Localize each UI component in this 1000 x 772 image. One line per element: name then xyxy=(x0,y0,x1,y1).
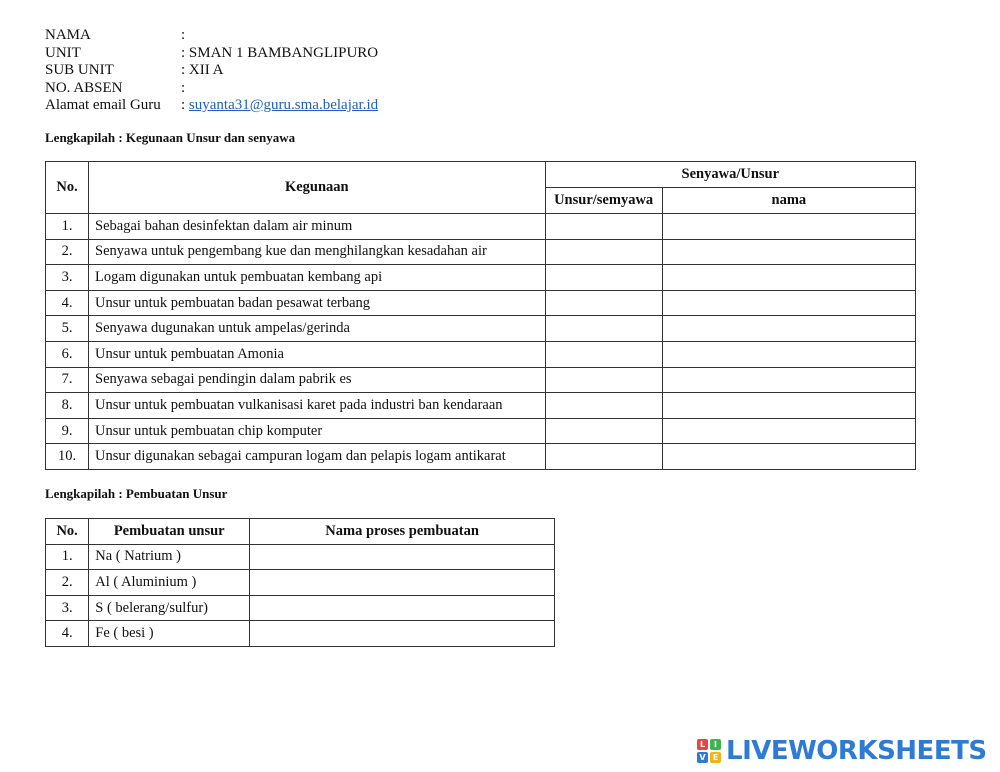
unsur-senyawa-answer-cell[interactable] xyxy=(545,444,662,470)
column-header-nama-proses: Nama proses pembuatan xyxy=(250,519,555,545)
row-number: 1. xyxy=(46,544,89,570)
pembuatan-unsur-cell: S ( belerang/sulfur) xyxy=(89,595,250,621)
unsur-senyawa-answer-cell[interactable] xyxy=(545,290,662,316)
info-value: : xyxy=(181,27,186,43)
pembuatan-table xyxy=(45,518,555,647)
column-header-senyawa-unsur: Senyawa/Unsur xyxy=(545,162,915,188)
unsur-senyawa-answer-cell[interactable] xyxy=(545,393,662,419)
unsur-senyawa-answer-cell[interactable] xyxy=(545,367,662,393)
logo-text: LIVEWORKSHEETS xyxy=(726,736,987,766)
kegunaan-cell: Unsur untuk pembuatan badan pesawat terbang xyxy=(89,290,546,316)
logo-block: I xyxy=(710,739,721,750)
student-info xyxy=(45,27,378,115)
table-row xyxy=(46,341,916,367)
table-row xyxy=(46,595,555,621)
info-row-sub-unit xyxy=(45,62,378,80)
logo-block: V xyxy=(697,752,708,763)
column-header-no: No. xyxy=(46,162,89,214)
info-row-email xyxy=(45,97,378,115)
info-label: Alamat email Guru xyxy=(45,97,161,113)
table-row xyxy=(46,239,916,265)
column-header-kegunaan: Kegunaan xyxy=(89,162,546,214)
kegunaan-cell: Senyawa sebagai pendingin dalam pabrik es xyxy=(89,367,546,393)
info-label: NO. ABSEN xyxy=(45,79,123,96)
table-row xyxy=(46,265,916,291)
info-value: : xyxy=(181,79,186,96)
info-label: UNIT xyxy=(45,44,81,61)
table-row xyxy=(46,621,555,647)
column-header-nama: nama xyxy=(662,188,915,214)
table-row xyxy=(46,367,916,393)
nama-answer-cell[interactable] xyxy=(662,290,915,316)
unsur-senyawa-answer-cell[interactable] xyxy=(545,265,662,291)
info-value: : XII A xyxy=(181,62,224,78)
row-number: 7. xyxy=(46,367,89,393)
kegunaan-cell: Senyawa untuk pengembang kue dan menghilangkan kesadahan air xyxy=(89,239,546,265)
info-label: NAMA xyxy=(45,27,91,43)
row-number: 5. xyxy=(46,316,89,342)
table-row xyxy=(46,393,916,419)
logo-block: E xyxy=(710,752,721,763)
logo-block: L xyxy=(697,739,708,750)
nama-answer-cell[interactable] xyxy=(662,367,915,393)
info-row-unit xyxy=(45,45,378,63)
kegunaan-table xyxy=(45,161,916,470)
pembuatan-unsur-cell: Fe ( besi ) xyxy=(89,621,250,647)
nama-answer-cell[interactable] xyxy=(662,418,915,444)
nama-answer-cell[interactable] xyxy=(662,239,915,265)
table-row xyxy=(46,214,916,240)
nama-proses-answer-cell[interactable] xyxy=(250,621,555,647)
liveworksheets-logo xyxy=(697,736,987,766)
nama-proses-answer-cell[interactable] xyxy=(250,595,555,621)
row-number: 1. xyxy=(46,214,89,240)
section-title-kegunaan: Lengkapilah : Kegunaan Unsur dan senyawa xyxy=(45,130,296,145)
kegunaan-cell: Logam digunakan untuk pembuatan kembang api xyxy=(89,265,546,291)
section-title-pembuatan: Lengkapilah : Pembuatan Unsur xyxy=(45,486,228,501)
row-number: 2. xyxy=(46,570,89,596)
row-number: 6. xyxy=(46,341,89,367)
logo-blocks-icon xyxy=(697,739,721,763)
row-number: 9. xyxy=(46,418,89,444)
kegunaan-cell: Unsur digunakan sebagai campuran logam dan pelapis logam antikarat xyxy=(89,444,546,470)
kegunaan-cell: Sebagai bahan desinfektan dalam air minum xyxy=(89,214,546,240)
row-number: 3. xyxy=(46,265,89,291)
column-header-unsur-senyawa: Unsur/semyawa xyxy=(545,188,662,214)
table-row xyxy=(46,316,916,342)
row-number: 4. xyxy=(46,290,89,316)
table-row xyxy=(46,444,916,470)
info-value: : SMAN 1 BAMBANGLIPURO xyxy=(181,44,379,61)
unsur-senyawa-answer-cell[interactable] xyxy=(545,239,662,265)
unsur-senyawa-answer-cell[interactable] xyxy=(545,316,662,342)
row-number: 3. xyxy=(46,595,89,621)
pembuatan-unsur-cell: Na ( Natrium ) xyxy=(89,544,250,570)
nama-answer-cell[interactable] xyxy=(662,341,915,367)
pembuatan-unsur-cell: Al ( Aluminium ) xyxy=(89,570,250,596)
nama-proses-answer-cell[interactable] xyxy=(250,570,555,596)
teacher-email-link[interactable]: suyanta31@guru.sma.belajar.id xyxy=(188,97,379,113)
table-row xyxy=(46,570,555,596)
kegunaan-cell: Unsur untuk pembuatan vulkanisasi karet pada industri ban kendaraan xyxy=(89,393,546,419)
info-label: SUB UNIT xyxy=(45,62,114,78)
column-header-pembuatan-unsur: Pembuatan unsur xyxy=(89,519,250,545)
row-number: 10. xyxy=(46,444,89,470)
info-row-no-absen xyxy=(45,80,378,98)
unsur-senyawa-answer-cell[interactable] xyxy=(545,214,662,240)
nama-answer-cell[interactable] xyxy=(662,393,915,419)
row-number: 2. xyxy=(46,239,89,265)
table-row xyxy=(46,418,916,444)
kegunaan-cell: Unsur untuk pembuatan chip komputer xyxy=(89,418,546,444)
info-value xyxy=(181,97,378,115)
kegunaan-cell: Unsur untuk pembuatan Amonia xyxy=(89,341,546,367)
nama-proses-answer-cell[interactable] xyxy=(250,544,555,570)
info-row-nama xyxy=(45,27,378,45)
table-row xyxy=(46,544,555,570)
nama-answer-cell[interactable] xyxy=(662,265,915,291)
email-prefix: : xyxy=(181,97,189,113)
unsur-senyawa-answer-cell[interactable] xyxy=(545,341,662,367)
row-number: 8. xyxy=(46,393,89,419)
column-header-no: No. xyxy=(46,519,89,545)
kegunaan-cell: Senyawa dugunakan untuk ampelas/gerinda xyxy=(89,316,546,342)
nama-answer-cell[interactable] xyxy=(662,214,915,240)
nama-answer-cell[interactable] xyxy=(662,316,915,342)
row-number: 4. xyxy=(46,621,89,647)
nama-answer-cell[interactable] xyxy=(662,444,915,470)
table-row xyxy=(46,290,916,316)
unsur-senyawa-answer-cell[interactable] xyxy=(545,418,662,444)
